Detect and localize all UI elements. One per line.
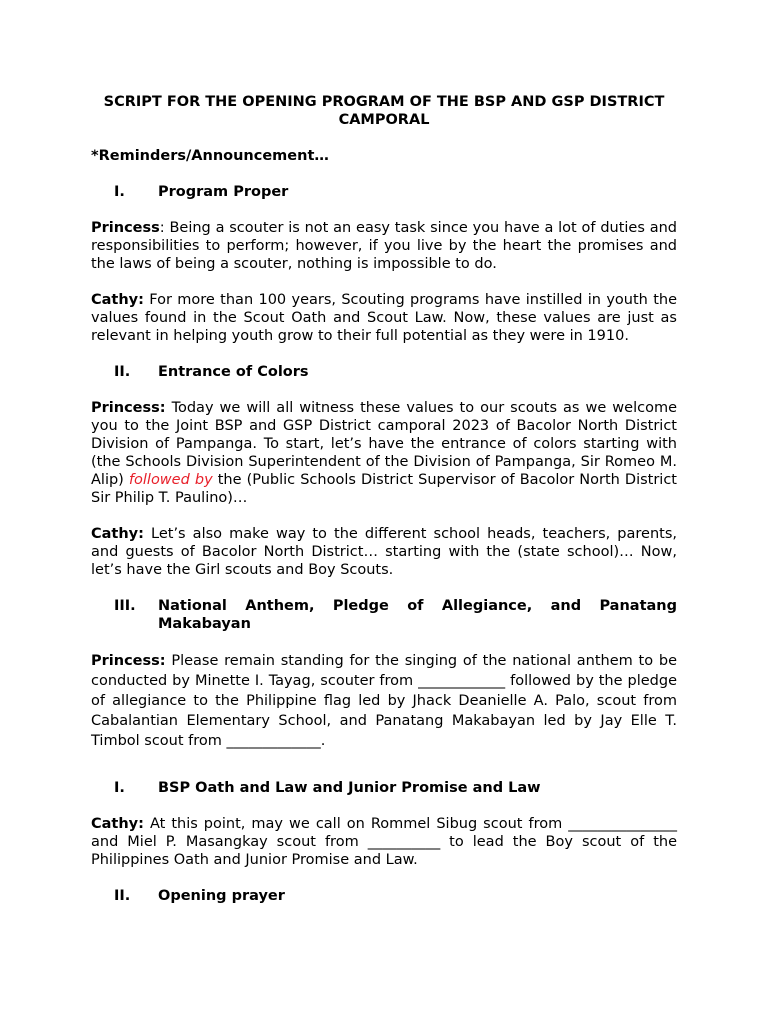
section-number: II. bbox=[114, 888, 131, 904]
section-number: III. bbox=[114, 598, 136, 614]
speaker-name: Cathy: bbox=[91, 526, 144, 542]
paragraph-princess-2 bbox=[91, 399, 677, 507]
paragraph-text: For more than 100 years, Scouting programs have instilled in youth the values found in the Scout Oath and Scout Law. Now, these values are just as relevant in helping youth grow to their full potential as they were in 1910. bbox=[91, 292, 677, 344]
paragraph-text: Today we will all witness these values to our scouts as we welcome you to the Joint BSP and GSP District camporal 2023 of Bacolor North District Division of Pampanga. To start, let’s have the entrance of colors starting with (the Schools Division Superintendent of the Division of Pampanga, Sir Romeo M. Alip) bbox=[91, 400, 677, 488]
section-title: Entrance of Colors bbox=[158, 364, 309, 380]
speaker-name: Cathy: bbox=[91, 816, 144, 832]
highlighted-text: followed by bbox=[128, 472, 213, 488]
paragraph-text: the (Public Schools District Supervisor of Bacolor North District Sir Philip T. Paulino)… bbox=[91, 472, 677, 506]
section-title: Program Proper bbox=[158, 184, 289, 200]
speaker-name: Princess bbox=[91, 220, 160, 236]
section-heading-national-anthem bbox=[91, 597, 677, 633]
section-number: I. bbox=[114, 184, 125, 200]
speaker-name: Cathy: bbox=[91, 292, 144, 308]
speaker-separator: : bbox=[159, 220, 165, 236]
paragraph-text: Let’s also make way to the different school heads, teachers, parents, and guests of Bacolor North District… starting with the (state school)… Now, let’s have the Girl scouts and Boy Scouts. bbox=[91, 526, 677, 578]
section-number: I. bbox=[114, 780, 125, 796]
paragraph-text: Being a scouter is not an easy task since you have a lot of duties and responsibilities to perform; however, if you live by the heart the promises and the laws of being a scouter, nothing is impossible to do. bbox=[91, 220, 677, 272]
speaker-name: Princess: bbox=[91, 653, 166, 669]
speaker-name: Princess: bbox=[91, 400, 166, 416]
section-heading-entrance-of-colors bbox=[91, 363, 677, 381]
section-heading-opening-prayer bbox=[91, 887, 677, 905]
section-heading-bsp-oath bbox=[91, 779, 677, 797]
section-title: Opening prayer bbox=[158, 888, 285, 904]
document-title: SCRIPT FOR THE OPENING PROGRAM OF THE BSP AND GSP DISTRICT CAMPORAL bbox=[103, 94, 665, 128]
reminders-announcement: *Reminders/Announcement… bbox=[91, 148, 329, 164]
paragraph-cathy-2 bbox=[91, 525, 677, 579]
section-heading-program-proper bbox=[91, 183, 677, 201]
paragraph-cathy-1 bbox=[91, 291, 677, 345]
paragraph-text: At this point, may we call on Rommel Sibug scout from _______________ and Miel P. Masangkay scout from __________ to lead the Boy scout of the Philippines Oath and Junior Promise and Law. bbox=[91, 816, 677, 868]
paragraph-princess-3 bbox=[91, 651, 677, 751]
spacer bbox=[91, 769, 677, 779]
paragraph-princess-1 bbox=[91, 219, 677, 273]
section-number: II. bbox=[114, 364, 131, 380]
paragraph-text: Please remain standing for the singing of the national anthem to be conducted by Minette I. Tayag, scouter from ____________ followed by the pledge of allegiance to the Philippine flag led by Jhack Deanielle A. Palo, scout from Cabalantian Elementary School, and Panatang Makabayan led by Jay Elle T. Timbol scout from _____________. bbox=[91, 653, 677, 749]
section-title: National Anthem, Pledge of Allegiance, and Panatang Makabayan bbox=[158, 598, 677, 632]
section-title: BSP Oath and Law and Junior Promise and Law bbox=[158, 780, 541, 796]
paragraph-cathy-3 bbox=[91, 815, 677, 869]
